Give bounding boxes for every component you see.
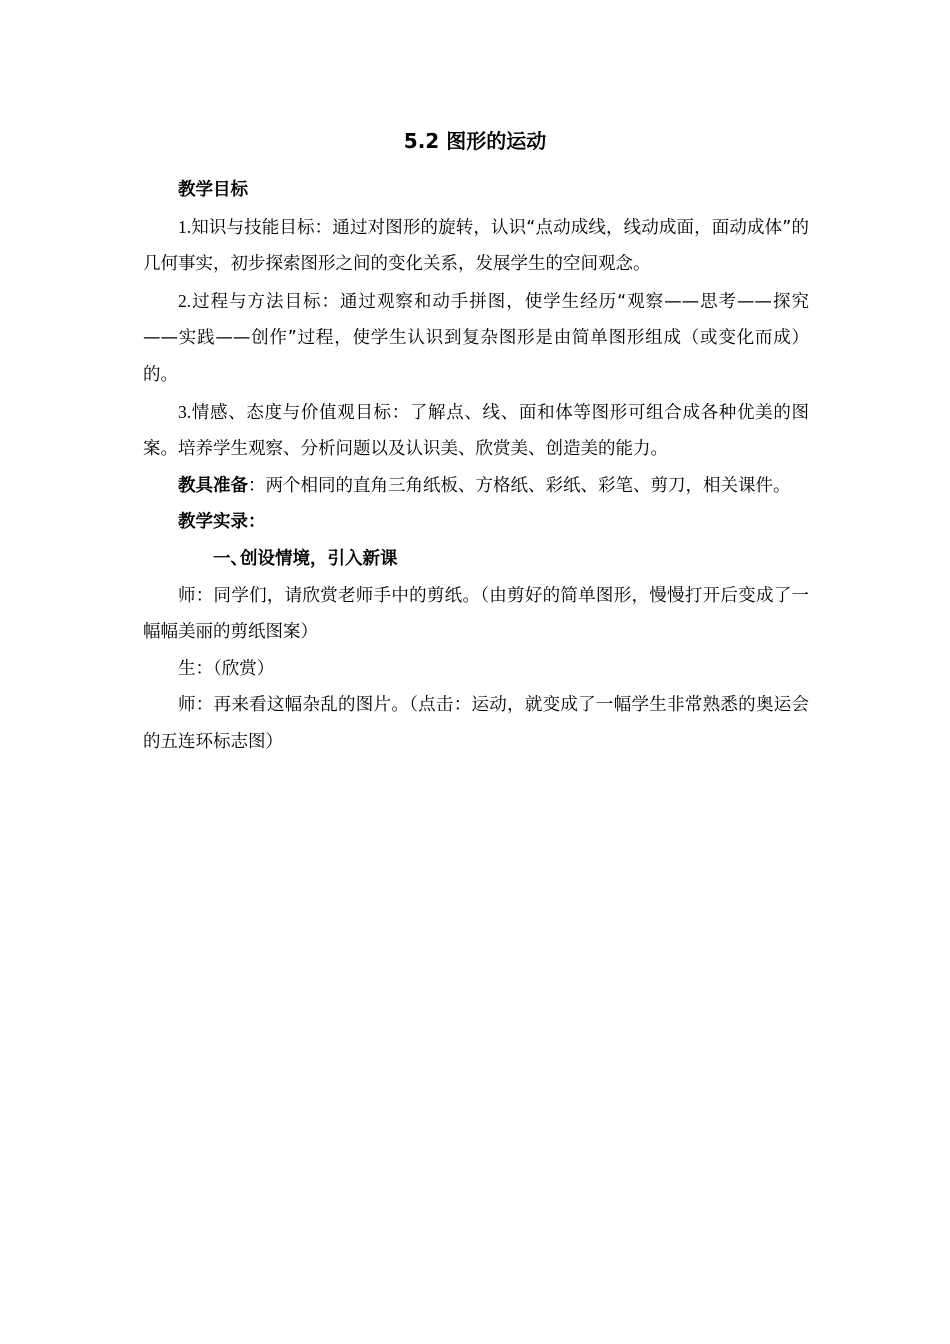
objective-number: 1.: [178, 216, 192, 237]
objective-paragraph-1: [143, 209, 809, 283]
section-title: 创设情境，引入新课: [240, 548, 398, 569]
objective-text: 过程与方法目标：通过观察和动手拼图，使学生经历“观察——思考——探究——实践——创作”过程，使学生认识到复杂图形是由简单图形组成（或变化而成）的。: [143, 291, 809, 385]
objective-text: 情感、态度与价值观目标：了解点、线、面和体等图形可组合成各种优美的图案。培养学生观察、分析问题以及认识美、欣赏美、创造美的能力。: [143, 402, 809, 460]
objectives-heading: 教学目标: [178, 180, 248, 200]
dialogue-line: 生：（欣赏）: [178, 658, 275, 679]
materials-paragraph: [143, 468, 809, 505]
section-heading: [143, 541, 809, 578]
materials-label: 教具准备: [178, 475, 248, 496]
objective-number: 2.: [178, 290, 192, 311]
objective-paragraph-2: [143, 283, 809, 394]
objective-text: 知识与技能目标：通过对图形的旋转，认识“点动成线，线动成面，面动成体”的几何事实，初步探索图形之间的变化关系，发展学生的空间观念。: [143, 217, 809, 275]
dialogue-line: 师：同学们，请欣赏老师手中的剪纸。（由剪好的简单图形，慢慢打开后变成了一幅幅美丽的剪纸图案）: [143, 585, 809, 643]
materials-text: ：两个相同的直角三角纸板、方格纸、彩纸、彩笔、剪刀，相关课件。: [248, 475, 791, 496]
objective-number: 3.: [178, 401, 192, 422]
record-heading: 教学实录：: [178, 512, 266, 533]
dialogue-line: 师：再来看这幅杂乱的图片。（点击：运动，就变成了一幅学生非常熟悉的奥运会的五连环标志图）: [143, 695, 809, 752]
page-title: 5.2 图形的运动: [403, 129, 547, 153]
document-body: [143, 172, 809, 761]
section-number: 一、: [213, 548, 248, 569]
objective-paragraph-3: [143, 394, 809, 468]
